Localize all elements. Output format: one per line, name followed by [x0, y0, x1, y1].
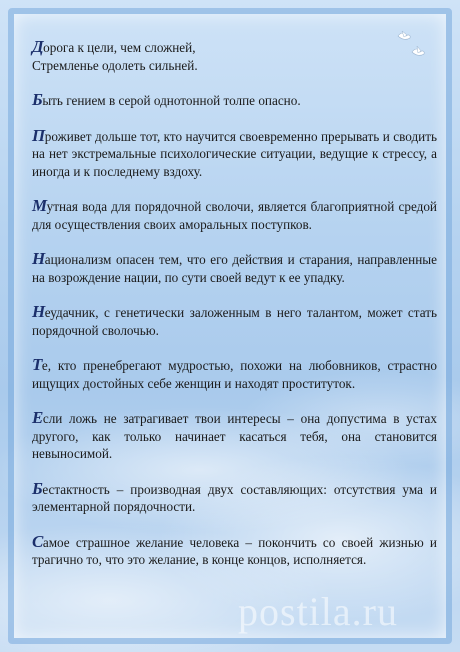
drop-cap: Т	[32, 355, 42, 374]
aphorism-4	[32, 250, 437, 286]
aphorism-0	[32, 38, 437, 74]
aphorism-3	[32, 197, 437, 233]
drop-cap: С	[32, 531, 43, 551]
aphorism-text: ационализм опасен тем, что его действия и старания, направленные на возрождение нации, по сути своей ведут к ее упадку.	[32, 252, 437, 285]
aphorism-text: утная вода для порядочной сволочи, является благоприятной средой для осуществления своих аморальных поступков.	[32, 199, 437, 232]
aphorism-1	[32, 91, 437, 110]
aphorism-text: сли ложь не затрагивает твои интересы – она допустима в устах другого, как только начинает касаться тебя, она становится невыносимой.	[32, 411, 437, 461]
aphorism-text-line2: Стремленье одолеть сильней.	[32, 57, 198, 73]
watermark: postila.ru	[238, 589, 398, 634]
aphorism-6	[32, 356, 437, 392]
drop-cap: Б	[32, 478, 43, 498]
drop-cap: Н	[32, 302, 45, 321]
aphorism-5	[32, 303, 437, 339]
aphorism-text: е, кто пренебрегают мудростью, похожи на любовников, страстно ищущих достойных себе женщин и находят проституток.	[32, 358, 437, 391]
aphorism-text: роживет дольше тот, кто научится своевременно прерывать и сводить на нет экстремальные психологические ситуации, ведущие к стрессу, а иногда и к последнему вздоху.	[32, 128, 437, 179]
drop-cap: М	[32, 196, 47, 215]
drop-cap: Б	[32, 90, 43, 109]
aphorism-8	[32, 480, 437, 516]
aphorism-text: орога к цели, чем сложней,	[43, 40, 196, 55]
aphorism-7	[32, 409, 437, 463]
aphorism-list	[32, 38, 437, 586]
aphorism-text: естактность – производная двух составляющих: отсутствия ума и элементарной порядочности.	[32, 481, 437, 514]
aphorism-2	[32, 127, 437, 181]
drop-cap: Д	[32, 37, 44, 56]
drop-cap: Н	[32, 249, 45, 268]
aphorism-text: ыть гением в серой однотонной толпе опасно.	[42, 93, 301, 108]
aphorism-text: еудачник, с генетически заложенным в него талантом, может стать порядочной сволочью.	[32, 305, 437, 338]
aphorism-9	[32, 533, 437, 569]
drop-cap: Е	[32, 408, 43, 427]
aphorism-text: амое страшное желание человека – покончить со своей жизнью и трагично то, что это желание, в конце концов, исполняется.	[32, 534, 437, 567]
drop-cap: П	[32, 125, 45, 145]
